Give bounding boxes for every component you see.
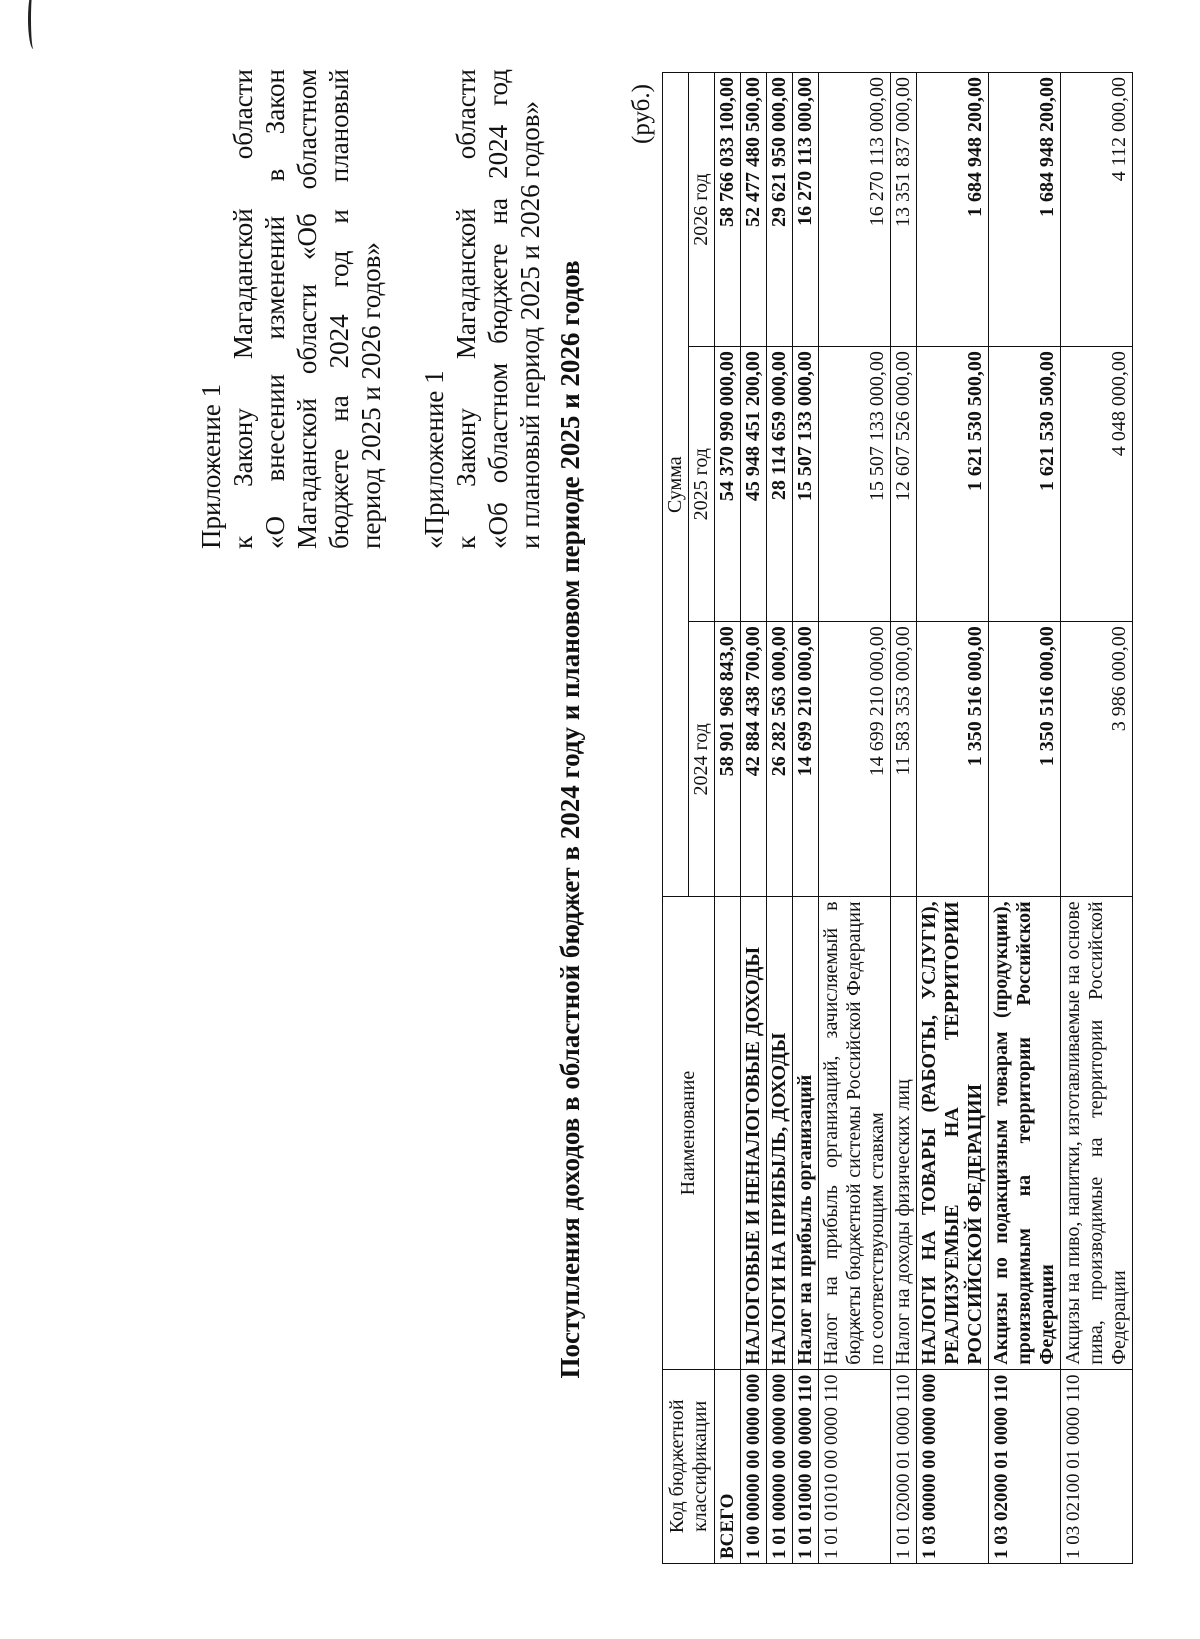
cell-2024: 14 699 210 000,00 (819, 622, 891, 897)
cell-2024: 3 986 000,00 (1061, 622, 1133, 897)
appendix-line: «О внесении изменений в Закон (260, 69, 290, 549)
cell-name: Налог на прибыль организаций (793, 897, 819, 1369)
cell-code: ВСЕГО (715, 1369, 741, 1563)
table-row (917, 73, 989, 1564)
cell-code: 1 01 02000 01 0000 110 (891, 1369, 917, 1563)
cell-name: Налог на доходы физических лиц (891, 897, 917, 1369)
table-row (1061, 73, 1133, 1564)
table-row (891, 73, 917, 1564)
appendix-line: Приложение 1 (196, 383, 226, 549)
cell-2026: 16 270 113 000,00 (819, 73, 891, 347)
cell-2025: 15 507 133 000,00 (793, 347, 819, 622)
cell-name: НАЛОГИ НА ТОВАРЫ (РАБОТЫ, УСЛУГИ), РЕАЛИЗУЕМЫЕ НА ТЕРРИТОРИИ РОССИЙСКОЙ ФЕДЕРАЦИИ (917, 897, 989, 1369)
cell-2024: 14 699 210 000,00 (793, 622, 819, 897)
cell-2025: 1 621 530 500,00 (917, 347, 989, 622)
cell-code: 1 00 00000 00 0000 000 (741, 1369, 767, 1563)
cell-2026: 13 351 837 000,00 (891, 73, 917, 347)
cell-code: 1 03 02100 01 0000 110 (1061, 1369, 1133, 1563)
cell-2026: 1 684 948 200,00 (917, 73, 989, 347)
unit-label: (руб.) (628, 84, 655, 144)
cell-code: 1 01 01000 00 0000 110 (793, 1369, 819, 1563)
cell-2025: 4 048 000,00 (1061, 347, 1133, 622)
cell-2026: 52 477 480 500,00 (741, 73, 767, 347)
table-row (767, 73, 793, 1564)
cell-2026: 16 270 113 000,00 (793, 73, 819, 347)
header-code: Код бюджетной классификации (663, 1369, 715, 1563)
table-row (741, 73, 767, 1564)
top-edge-mark (28, 0, 39, 49)
cell-2024: 11 583 353 000,00 (891, 622, 917, 897)
cell-2025: 1 621 530 500,00 (989, 347, 1061, 622)
cell-name: НАЛОГОВЫЕ И НЕНАЛОГОВЫЕ ДОХОДЫ (741, 897, 767, 1369)
cell-name: Налог на прибыль организаций, зачисляемый в бюджеты бюджетной системы Российской Федерации по соответствующим ставкам (819, 897, 891, 1369)
cell-name: НАЛОГИ НА ПРИБЫЛЬ, ДОХОДЫ (767, 897, 793, 1369)
header-2024: 2024 год (689, 622, 715, 897)
document-title: Поступления доходов в областной бюджет в 2024 году и плановом периоде 2025 и 2026 годов (555, 260, 585, 1379)
appendix-line: к Закону Магаданской области (228, 69, 258, 549)
cell-name (715, 897, 741, 1369)
table-row (715, 73, 741, 1564)
cell-2026: 4 112 000,00 (1061, 73, 1133, 347)
header-2025: 2025 год (689, 347, 715, 622)
table-row (819, 73, 891, 1564)
table-body (715, 73, 1133, 1564)
appendix-line: «Приложение 1 (419, 370, 449, 549)
cell-2024: 1 350 516 000,00 (917, 622, 989, 897)
cell-code: 1 03 02000 01 0000 110 (989, 1369, 1061, 1563)
appendix-line: к Закону Магаданской области (451, 69, 481, 549)
revenue-table (662, 72, 1133, 1564)
appendix-line: бюджете на 2024 год и плановый (324, 69, 354, 549)
cell-code: 1 03 00000 00 0000 000 (917, 1369, 989, 1563)
cell-2025: 15 507 133 000,00 (819, 347, 891, 622)
appendix-line: Магаданской области «Об областном (292, 69, 322, 549)
cell-2025: 54 370 990 000,00 (715, 347, 741, 622)
cell-2026: 1 684 948 200,00 (989, 73, 1061, 347)
table-row (793, 73, 819, 1564)
cell-2025: 12 607 526 000,00 (891, 347, 917, 622)
appendix-line: «Об областном бюджете на 2024 год (483, 69, 513, 549)
cell-2024: 58 901 968 843,00 (715, 622, 741, 897)
cell-2024: 1 350 516 000,00 (989, 622, 1061, 897)
cell-code: 1 01 01010 00 0000 110 (819, 1369, 891, 1563)
appendix-line: период 2025 и 2026 годов» (356, 242, 386, 549)
cell-2026: 29 621 950 000,00 (767, 73, 793, 347)
cell-2024: 26 282 563 000,00 (767, 622, 793, 897)
cell-name: Акцизы на пиво, напитки, изготавливаемые на основе пива, производимые на территории Российской Федерации (1061, 897, 1133, 1369)
appendix-line: и плановый период 2025 и 2026 годов» (515, 100, 545, 549)
table-row (989, 73, 1061, 1564)
cell-2025: 28 114 659 000,00 (767, 347, 793, 622)
header-sum: Сумма (663, 73, 689, 897)
header-2026: 2026 год (689, 73, 715, 347)
cell-name: Акцизы по подакцизным товарам (продукции), производимым на территории Российской Федерации (989, 897, 1061, 1369)
cell-2024: 42 884 438 700,00 (741, 622, 767, 897)
appendix-original-block (418, 69, 546, 549)
cell-2025: 45 948 451 200,00 (741, 347, 767, 622)
appendix-current-block (195, 69, 387, 549)
cell-code: 1 01 00000 00 0000 000 (767, 1369, 793, 1563)
header-name: Наименование (663, 897, 715, 1369)
cell-2026: 58 766 033 100,00 (715, 73, 741, 347)
